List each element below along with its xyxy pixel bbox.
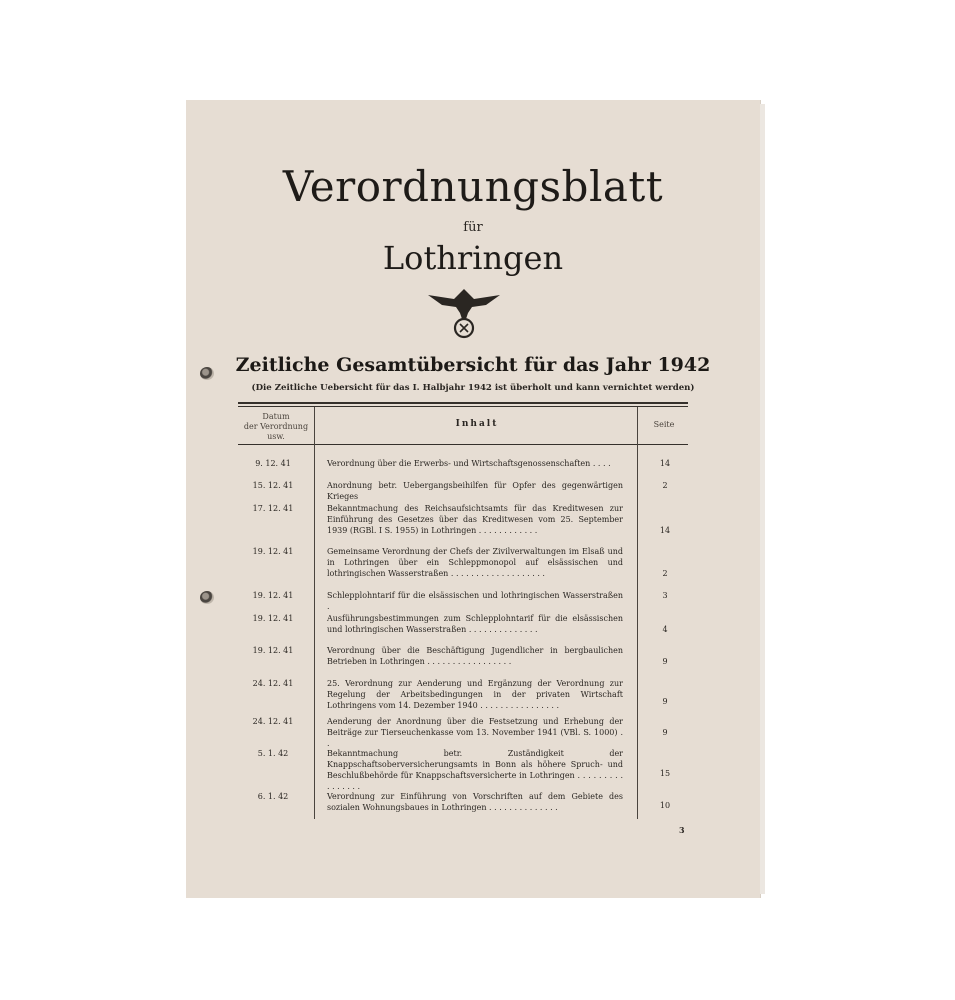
overview-note: (Die Zeitliche Uebersicht für das I. Halbjahr 1942 ist überholt und kann vernichtet werden) [251,383,695,393]
row-content: Aenderung der Anordnung über die Festsetzung und Erhebung der Beiträge zur Tierseuchenkasse vom 13. November 1941 (VBl. S. 1000) . . [327,717,623,748]
row-date: 24. 12. 41 [252,679,294,688]
row-date: 19. 12. 41 [252,646,294,655]
row-date: 19. 12. 41 [252,591,294,600]
row-page: 9 [662,728,668,737]
column-header-date: Datum der Verordnung usw. [243,412,309,441]
table-column-divider-right [637,407,638,819]
row-date: 15. 12. 41 [252,481,294,490]
row-date: 5. 1. 42 [257,749,289,758]
row-content: Verordnung zur Einführung von Vorschriften auf dem Gebiete des sozialen Wohnungsbaues in Lothringen . . . . . . . . . . . . . . [327,792,623,812]
table-column-divider-left [314,407,315,819]
row-date: 9. 12. 41 [255,459,291,468]
row-date: 19. 12. 41 [252,547,294,556]
row-date: 19. 12. 41 [252,614,294,623]
row-page: 9 [662,657,668,666]
table-top-rule [238,402,688,404]
row-page: 2 [662,481,668,490]
row-content: Verordnung über die Erwerbs- und Wirtschaftsgenossenschaften . . . . [327,459,611,468]
row-content: Bekanntmachung des Reichsaufsichtsamts für das Kreditwesen zur Einführung des Gesetzes über das Kreditwesen vom 25. September 1939 (RGBl. I S. 1955) in Lothringen . . . . . . . . . . . . [327,504,623,535]
eagle-emblem-icon [426,287,502,339]
title-connector: für [463,220,483,235]
table-header-rule [238,444,688,445]
row-page: 14 [659,526,671,535]
page-number: 3 [679,825,685,835]
row-page: 9 [662,697,668,706]
row-content: Anordnung betr. Uebergangsbeihilfen für Opfer des gegenwärtigen Krieges [327,481,623,501]
row-content: Gemeinsame Verordnung der Chefs der Zivilverwaltungen im Elsaß und in Lothringen über ein Schleppmonopol auf elsässischen und lothringischen Wasserstraßen . . . . . . . . . . . . . . . . . . . [327,547,623,578]
table-top-rule-thin [238,406,688,407]
row-date: 24. 12. 41 [252,717,294,726]
column-header-page: Seite [653,420,675,429]
column-header-content: Inhalt [455,419,499,429]
page-edge [760,104,765,894]
region-title: Lothringen [382,239,564,277]
row-content: 25. Verordnung zur Aenderung und Ergänzung der Verordnung zur Regelung der Arbeitsbedingungen in der privaten Wirtschaft Lothringens vom 14. Dezember 1940 . . . . . . . . . . . . . . . . [327,679,623,710]
row-page: 10 [659,801,671,810]
row-date: 17. 12. 41 [252,504,294,513]
row-content: Ausführungsbestimmungen zum Schlepplohntarif für die elsässischen und lothringischen Wasserstraßen . . . . . . . . . . . . . . [327,614,623,634]
punch-hole-bottom [200,591,214,604]
row-page: 4 [662,625,668,634]
row-page: 3 [662,591,668,600]
row-page: 14 [659,459,671,468]
row-page: 2 [662,569,668,578]
row-page: 15 [659,769,671,778]
document-title: Verordnungsblatt [282,162,664,211]
row-content: Schlepplohntarif für die elsässischen und lothringischen Wasserstraßen . [327,591,623,611]
overview-heading: Zeitliche Gesamtübersicht für das Jahr 1942 [235,354,711,376]
row-date: 6. 1. 42 [257,792,289,801]
row-content: Verordnung über die Beschäftigung Jugendlicher in bergbaulichen Betrieben in Lothringen . . . . . . . . . . . . . . . . . [327,646,623,666]
row-content: Bekanntmachung betr. Zuständigkeit der Knappschaftsoberversicherungsamts in Bonn als höhere Spruch- und Beschlußbehörde für Knappschaftsversicherte in Lothringen . . . . . . . . . . . . . . . . [327,749,623,791]
